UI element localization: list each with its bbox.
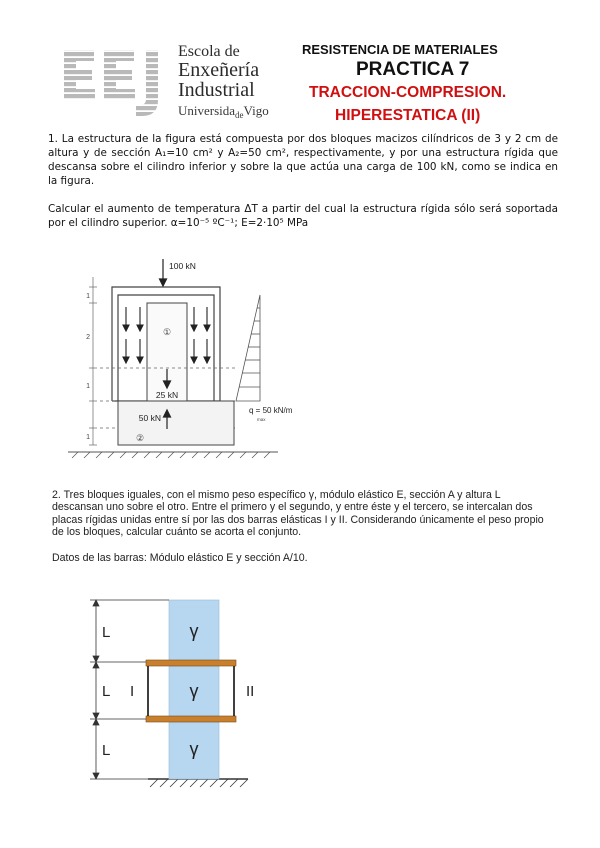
bar-I-label: I: [130, 683, 135, 700]
dist-load-sub: max: [257, 417, 266, 422]
load-arrow-top: [160, 259, 167, 286]
logo-mark: [64, 50, 158, 116]
load-top-label: 100 kN: [169, 261, 196, 271]
problem1-figure: [60, 255, 330, 470]
dim-label-3: 1: [86, 383, 90, 390]
dim-label-1: 1: [86, 293, 90, 300]
block2-label: ②: [135, 433, 145, 443]
block-middle-label: γ: [189, 681, 199, 701]
problem2-figure: [82, 592, 292, 792]
block-bottom-label: γ: [189, 739, 199, 759]
topic-title-line2: HIPERESTATICA (II): [335, 107, 481, 124]
ground-2: [148, 779, 248, 787]
university-name: [178, 103, 269, 120]
rigid-plate-upper: [146, 660, 236, 666]
problem1-question: Calcular el aumento de temperatura ΔT a partir del cual la estructura rígida sólo será soportada por el cilindro superior. α=10⁻⁵ ºC⁻¹; E=2·10⁵ MPa: [48, 203, 558, 229]
dimension-ruler: [89, 277, 97, 445]
bar-II-label: II: [246, 683, 255, 700]
load-mid-label: 25 kN: [155, 390, 179, 400]
logo-text: eej: [58, 40, 60, 41]
dim-L-bottom: L: [102, 742, 111, 759]
triangular-load: [236, 295, 260, 401]
rigid-plate-lower: [146, 716, 236, 722]
topic-title-line1: TRACCION-COMPRESION.: [309, 84, 507, 101]
practice-title: PRACTICA 7: [356, 59, 470, 80]
dim-L-middle: L: [102, 683, 111, 700]
problem2-data: Datos de las barras: Módulo elástico E y sección A/10.: [52, 552, 308, 564]
dim-label-2: 2: [86, 334, 90, 341]
block-top-label: γ: [189, 621, 199, 641]
school-name-line1: Escola de: [178, 43, 240, 60]
university-name-a: Universida: [178, 103, 236, 118]
problem2-statement: 2. Tres bloques iguales, con el mismo peso específico γ, módulo elástico E, sección A y altura L descansan uno sobre el otro. Entre el primero y el segundo, y entre éste y el tercero, se intercalan dos placas rígidas unidas entre sí por las dos barras elásticas I y II. Considerando únicamente el peso propio de los bloques, calcular cuánto se acorta el conjunto.: [52, 489, 544, 538]
load-bottom-label: 50 kN: [138, 413, 161, 423]
school-name-line2: Enxeñería: [178, 59, 260, 81]
school-name-line3: Industrial: [178, 79, 255, 101]
dist-load-label: q = 50 kN/m: [249, 406, 293, 415]
university-name-c: Vigo: [243, 103, 269, 118]
course-title: RESISTENCIA DE MATERIALES: [302, 42, 498, 57]
university-name-b: de: [235, 110, 244, 120]
dim-label-4: 1: [86, 434, 90, 441]
dim-L-top: L: [102, 624, 111, 641]
school-logo: [58, 40, 170, 120]
problem1-statement: 1. La estructura de la figura está compuesta por dos bloques macizos cilíndricos de 3 y 2 cm de altura y de sección A₁=10 cm² y A₂=50 cm², respectivamente, y por una estructura rígida que descansa sobre el cilindro inferior y sobre la que actúa una carga de 100 kN, como se indica en la figura.: [48, 133, 558, 187]
block1-label: ①: [162, 327, 172, 337]
ground: [68, 452, 278, 458]
